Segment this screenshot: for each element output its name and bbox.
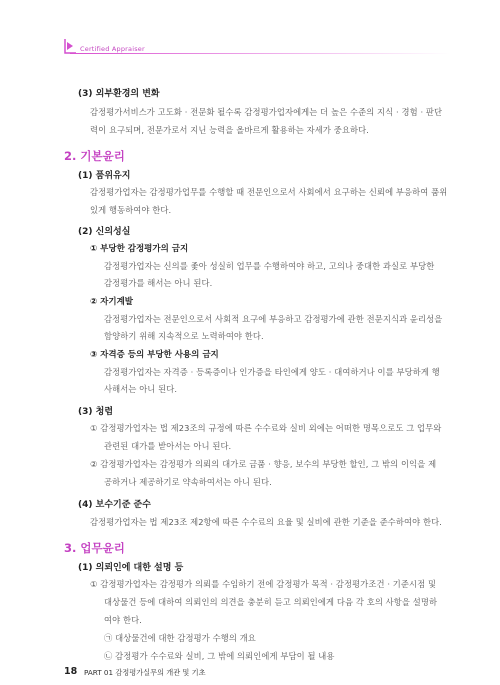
paragraph-line: 감정평가업자는 감정평가업무를 수행할 때 전문인으로서 사회에서 요구하는 신뢰에 부응하여 품위	[90, 187, 448, 197]
section-heading: (2) 신의성실	[78, 227, 131, 237]
paragraph-line: 사해서는 아니 된다.	[104, 384, 178, 394]
paragraph-line: ① 감정평가업자는 법 제23조의 규정에 따른 수수료와 실비 외에는 어떠한 명목으로도 그 업무와	[90, 423, 442, 433]
paragraph-line: 대상물건 등에 대하여 의뢰인의 의견을 충분히 듣고 의뢰인에게 다음 각 호의 사항을 설명하	[104, 597, 438, 607]
paragraph-line: 있게 행동하여야 한다.	[90, 205, 172, 215]
chapter-heading: 2. 기본윤리	[64, 149, 125, 163]
paragraph-line: ① 감정평가업자는 감정평가 의뢰를 수임하기 전에 감정평가 목적 · 감정평가조건 · 기준시점 및	[90, 579, 437, 589]
section-heading: (3) 외부환경의 변화	[78, 89, 160, 99]
paragraph-line: 감정평가서비스가 고도화 · 전문화 될수록 감정평가업자에게는 더 높은 수준의 지식 · 경험 · 판단	[90, 107, 443, 117]
paragraph-line: 관련된 대가를 받아서는 아니 된다.	[104, 441, 232, 451]
paragraph-line: 감정평가업자는 전문인으로서 사회적 요구에 부응하고 감정평가에 관한 전문지식과 윤리성을	[104, 314, 443, 324]
chapter-heading: 3. 업무윤리	[64, 541, 125, 555]
paragraph-line: 공하거나 제공하기로 약속하여서는 아니 된다.	[104, 477, 272, 487]
list-item: ㉠ 대상물건에 대한 감정평가 수행의 개요	[104, 633, 256, 643]
paragraph-line: 함양하기 위해 지속적으로 노력하여야 한다.	[104, 331, 264, 341]
list-item: ㉡ 감정평가 수수료와 실비, 그 밖에 의뢰인에게 부담이 될 내용	[104, 651, 335, 661]
section-heading: (1) 품위유지	[78, 171, 131, 181]
paragraph-line: 여야 한다.	[104, 615, 142, 625]
item-heading: ③ 자격증 등의 부당한 사용의 금지	[90, 350, 219, 360]
header-rule	[70, 53, 450, 54]
paragraph-line: 감정평가업자는 법 제23조 제2항에 따른 수수료의 요율 및 실비에 관한 기준을 준수하여야 한다.	[90, 517, 442, 527]
paragraph-line: 력이 요구되며, 전문가로서 지닌 능력을 올바르게 활용하는 자세가 중요하다.	[90, 125, 369, 135]
item-heading: ① 부당한 감정평가의 금지	[90, 244, 189, 254]
logo-badge-icon	[64, 38, 78, 54]
item-heading: ② 자기계발	[90, 297, 134, 307]
paragraph-line: 감정평가업자는 자격증 · 등록증이나 인가증을 타인에게 양도 · 대여하거나 이를 부당하게 행	[104, 367, 440, 377]
header-logo-text: Certified Appraiser	[80, 45, 145, 53]
paragraph-line: ② 감정평가업자는 감정평가 의뢰의 대가로 금품 · 향응, 보수의 부당한 할인, 그 밖의 이익을 제	[90, 459, 437, 469]
section-heading: (1) 의뢰인에 대한 설명 등	[78, 563, 184, 573]
section-heading: (4) 보수기준 준수	[78, 500, 151, 510]
page-number: 18	[64, 666, 78, 677]
section-heading: (3) 청렴	[78, 407, 114, 417]
footer-part-title: PART 01 감정평가실무의 개관 및 기초	[84, 668, 206, 677]
paragraph-line: 감정평가를 해서는 아니 된다.	[104, 278, 213, 288]
paragraph-line: 감정평가업자는 신의를 좇아 성실히 업무를 수행하여야 하고, 고의나 중대한 과실로 부당한	[104, 261, 435, 271]
